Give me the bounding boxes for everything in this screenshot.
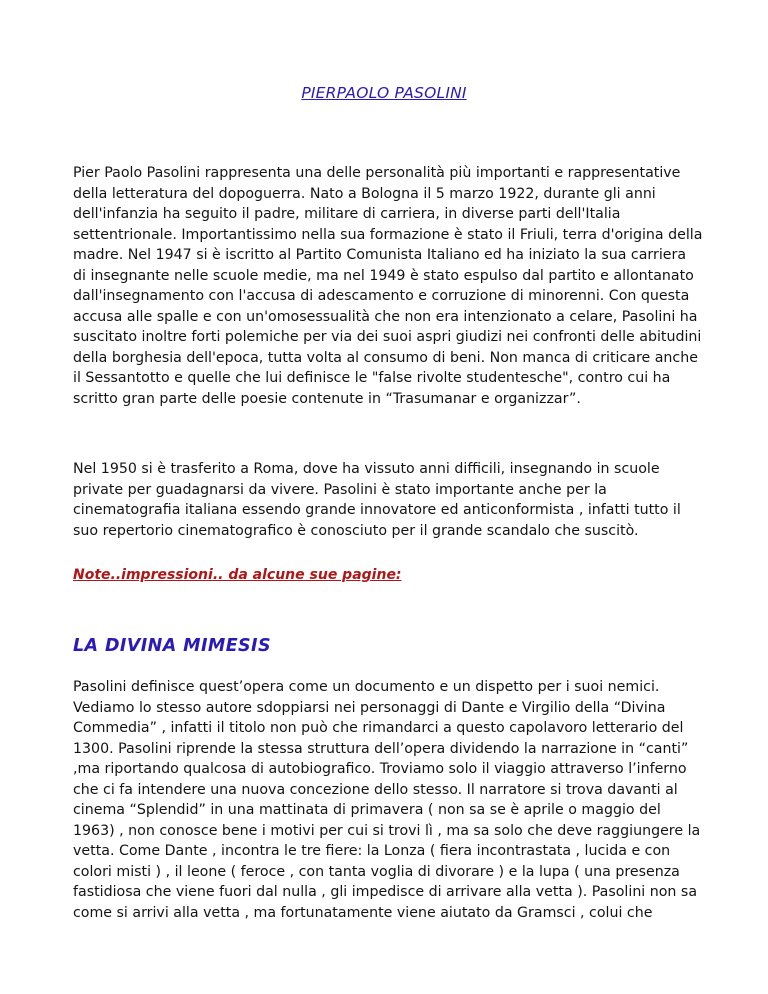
divina-mimesis-paragraph: Pasolini definisce quest’opera come un documento e un dispetto per i suoi nemici. Vediamo lo stesso autore sdoppiarsi nei personaggi di Dante e Virgilio della “Divina Commedia” , infatti il titolo non può che rimandarci a questo capolavoro letterario del 1300. Pasolini riprende la stessa struttura dell’opera dividendo la narrazione in “canti” ,ma riportando qualcosa di autobiografico. Troviamo solo il viaggio attraverso l’inferno che ci fa intendere una nuova concezione dello stesso. Il narratore si trova davanti al cinema “Splendid” in una mattinata di primavera ( non sa se è aprile o maggio del 1963) , non conosce bene i motivi per cui si trovi lì , ma sa solo che deve raggiungere la vetta. Come Dante , incontra le tre fiere: la Lonza ( fiera incontrastata , lucida e con colori misti ) , il leone ( feroce , con tanta voglia di divorare ) e la lupa ( una presenza fastidiosa che viene fuori dal nulla , gli impedisce di arrivare alla vetta ). Pasolini non sa come si arrivi alla vetta , ma fortunatamente viene aiutato da Gramsci , colui che bbox=[73, 679, 701, 921]
notes-heading: Note..impressioni.. da alcune sue pagine: bbox=[73, 567, 402, 583]
biography-paragraph-2: Nel 1950 si è trasferito a Roma, dove ha vissuto anni difficili, insegnando in scuole private per guadagnarsi da vivere. Pasolini è stato importante anche per la cinematografia italiana essendo grande innovatore ed anticonformista , infatti tutto il suo repertorio cinematografico è conosciuto per il grande scandalo che suscitò. bbox=[73, 461, 681, 539]
document-title: PIERPAOLO PASOLINI bbox=[301, 84, 467, 102]
biography-paragraph-1: Pier Paolo Pasolini rappresenta una delle personalità più importanti e rappresentative della letteratura del dopoguerra. Nato a Bologna il 5 marzo 1922, durante gli anni dell'infanzia ha seguito il padre, militare di carriera, in diverse parti dell'Italia settentrionale. Importantissimo nella sua formazione è stato il Friuli, terra d'origina della madre. Nel 1947 si è iscritto al Partito Comunista Italiano ed ha iniziato la sua carriera di insegnante nelle scuole medie, ma nel 1949 è stato espulso dal partito e allontanato dall'insegnamento con l'accusa di adescamento e corruzione di minorenni. Con questa accusa alle spalle e con un'omosessualità che non era intenzionato a celare, Pasolini ha suscitato inoltre forti polemiche per via dei suoi aspri giudizi nei confronti delle abitudini della borghesia dell'epoca, tutta volta al consumo di beni. Non manca di criticare anche il Sessantotto e quelle che lui definisce le "false rivolte studentesche", contro cui ha scritto gran parte delle poesie contenute in “Trasumanar e organizzar”. bbox=[73, 165, 703, 407]
section-heading: LA DIVINA MIMESIS bbox=[73, 636, 271, 656]
